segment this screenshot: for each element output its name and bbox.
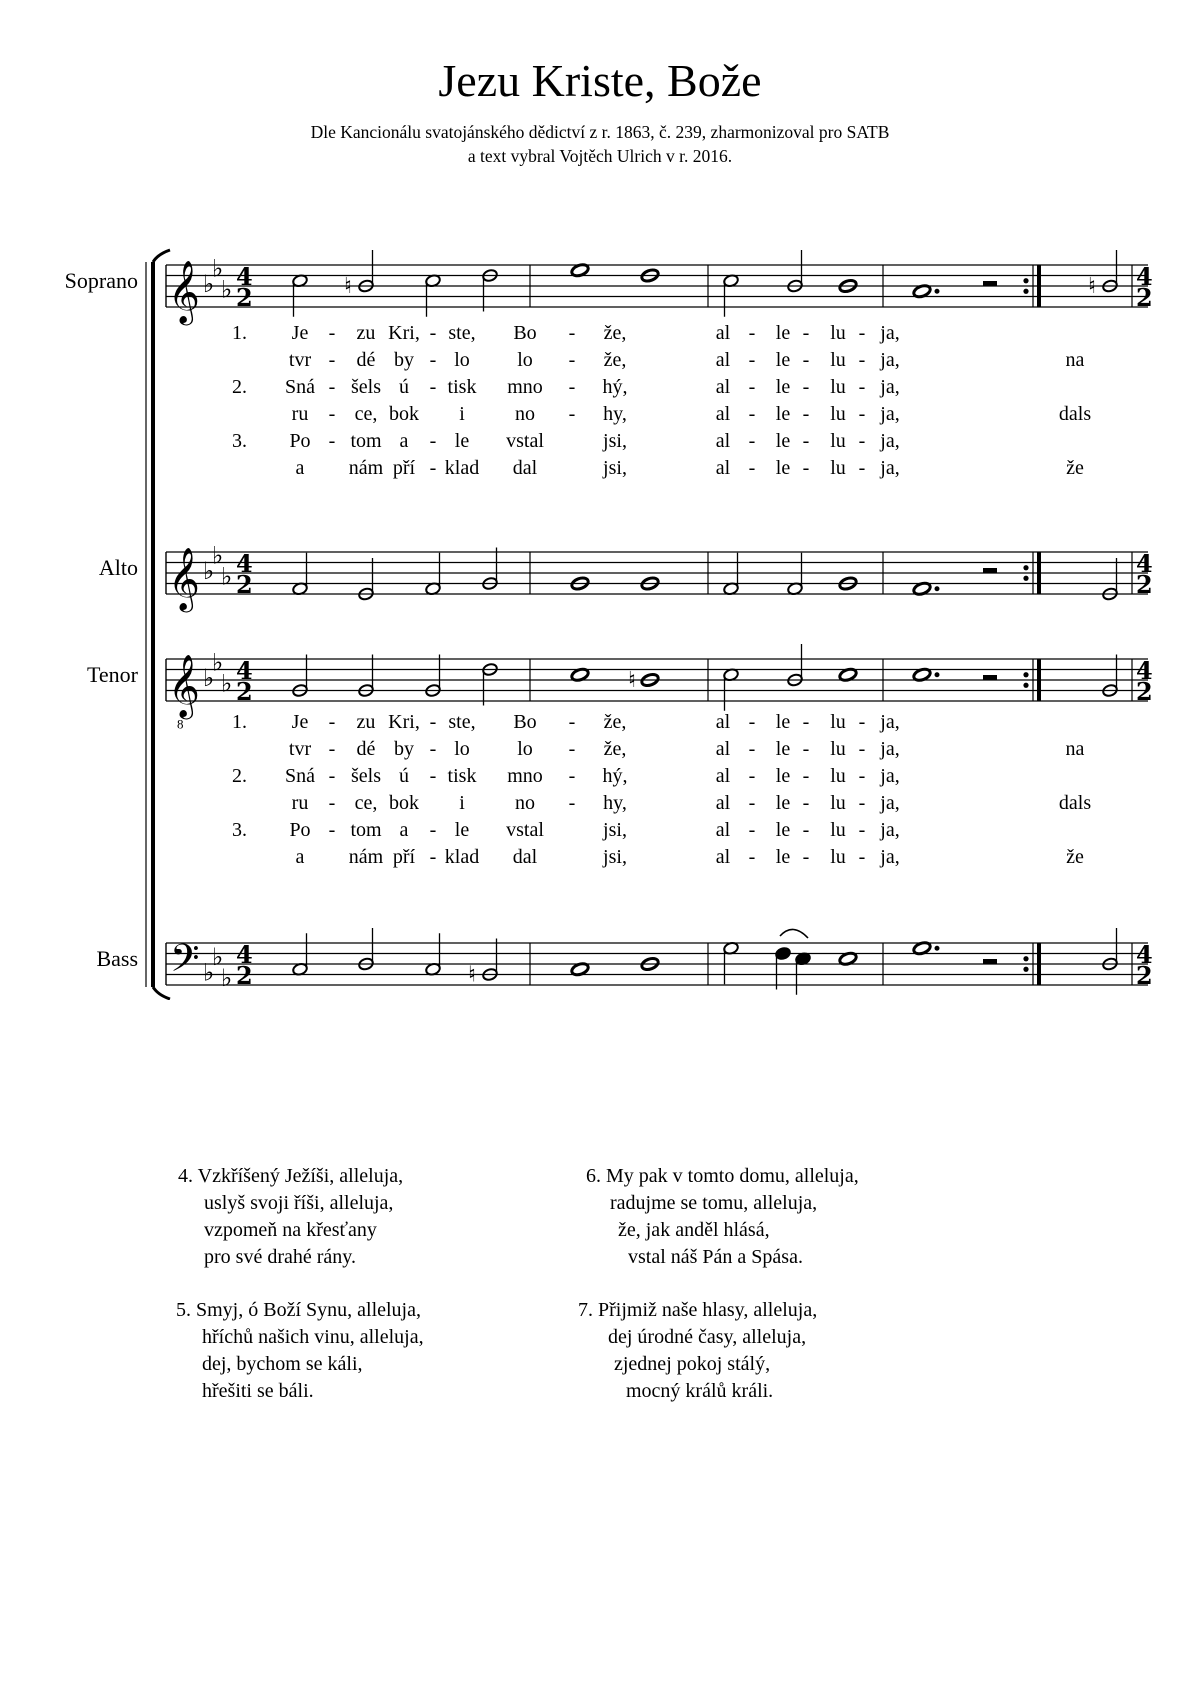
time-sig-upper: 4	[1136, 262, 1153, 291]
stanza-line: hříchů našich vinu, alleluja,	[202, 1326, 424, 1348]
lyric-syllable: jsi,	[603, 430, 627, 452]
lyric-syllable: že	[1066, 846, 1084, 868]
stanza-7	[578, 1297, 817, 1405]
bass-clef-icon: 𝄢	[170, 935, 200, 990]
repeat-dot	[1023, 672, 1028, 677]
lyric-syllable: jsi,	[603, 457, 627, 479]
time-sig-lower: 2	[236, 283, 253, 312]
lyric-syllable: ru	[291, 792, 309, 814]
lyrics-layer	[232, 322, 1091, 868]
lyric-syllable: na	[1065, 738, 1085, 760]
lyric-syllable: ja,	[880, 711, 900, 733]
lyric-syllable: vstal	[506, 430, 544, 452]
flat-icon: ♭	[221, 963, 233, 992]
time-sig-lower: 2	[236, 961, 253, 990]
hyphen: -	[802, 819, 810, 841]
lyric-syllable: dé	[356, 349, 376, 371]
flat-icon: ♭	[212, 541, 224, 570]
hyphen: -	[568, 711, 576, 733]
hyphen: -	[568, 322, 576, 344]
lyric-syllable: ja,	[880, 403, 900, 425]
lyric-syllable: al	[715, 403, 731, 425]
lyric-syllable: pří	[392, 457, 416, 479]
time-sig-upper: 4	[236, 656, 253, 685]
lyric-syllable: lu	[830, 738, 846, 760]
hyphen: -	[802, 376, 810, 398]
hyphen: -	[858, 819, 866, 841]
stanza-line: hřešiti se báli.	[202, 1380, 314, 1402]
hyphen: -	[429, 738, 437, 760]
lyric-syllable: ja,	[880, 349, 900, 371]
stanza-line: 4. Vzkříšený Ježíši, alleluja,	[178, 1165, 404, 1187]
lyric-syllable: le	[775, 349, 791, 371]
lyric-syllable: šels	[351, 376, 381, 398]
lyric-syllable: le	[775, 765, 791, 787]
lyric-syllable: lo	[517, 738, 533, 760]
hyphen: -	[328, 738, 336, 760]
lyric-syllable: by	[394, 738, 414, 760]
hyphen: -	[429, 376, 437, 398]
lyric-syllable: le	[775, 430, 791, 452]
hyphen: -	[858, 738, 866, 760]
bracket-hook	[153, 987, 170, 999]
hyphen: -	[802, 349, 810, 371]
lyric-syllable: šels	[351, 765, 381, 787]
lyric-syllable: le	[775, 792, 791, 814]
time-sig-lower: 2	[1136, 283, 1153, 312]
verse-number: 3.	[232, 430, 247, 452]
lyric-syllable: hý,	[602, 765, 628, 787]
lyric-syllable: Je	[291, 711, 309, 733]
stanza-line: 5. Smyj, ó Boží Synu, alleluja,	[176, 1299, 421, 1321]
stanza-line: že, jak anděl hlásá,	[618, 1219, 770, 1241]
lyric-syllable: lo	[454, 349, 470, 371]
lyric-syllable: jsi,	[603, 846, 627, 868]
stanza-line: 6. My pak v tomto domu, alleluja,	[586, 1165, 859, 1187]
lyric-syllable: al	[715, 765, 731, 787]
subtitle-line-2: a text vybral Vojtěch Ulrich v r. 2016.	[467, 146, 733, 166]
lyric-syllable: le	[775, 819, 791, 841]
lyric-syllable: že,	[603, 738, 627, 760]
flat-icon: ♭	[221, 275, 233, 304]
hyphen: -	[802, 457, 810, 479]
lyric-syllable: mno	[507, 765, 543, 787]
hyphen: -	[429, 711, 437, 733]
time-sig-upper: 4	[1136, 940, 1153, 969]
dot	[935, 586, 940, 591]
hyphen: -	[568, 792, 576, 814]
stanza-line: vstal náš Pán a Spása.	[628, 1246, 803, 1268]
verse-number: 1.	[232, 711, 247, 733]
lyric-syllable: ja,	[880, 457, 900, 479]
lyric-syllable: le	[775, 403, 791, 425]
page-title: Jezu Kriste, Bože	[438, 55, 762, 106]
lyric-syllable: nám	[348, 846, 384, 868]
stanza-4	[178, 1163, 403, 1271]
stanza-line: uslyš svoji říši, alleluja,	[204, 1192, 394, 1214]
lyric-syllable: tom	[350, 430, 382, 452]
hyphen: -	[429, 765, 437, 787]
half-rest	[983, 675, 997, 680]
lyric-syllable: hý,	[602, 376, 628, 398]
lyric-syllable: ja,	[880, 738, 900, 760]
hyphen: -	[858, 349, 866, 371]
lyric-syllable: ja,	[880, 846, 900, 868]
lyric-syllable: al	[715, 846, 731, 868]
verse-number: 3.	[232, 819, 247, 841]
lyric-syllable: tisk	[447, 765, 477, 787]
lyric-syllable: ja,	[880, 765, 900, 787]
lyric-syllable: by	[394, 349, 414, 371]
lyric-syllable: a	[399, 430, 409, 452]
lyric-syllable: zu	[356, 711, 376, 733]
lyric-syllable: lu	[830, 430, 846, 452]
lyric-syllable: al	[715, 711, 731, 733]
lyric-syllable: lu	[830, 846, 846, 868]
stanza-line: zjednej pokoj stálý,	[614, 1353, 771, 1375]
hyphen: -	[858, 792, 866, 814]
lyric-syllable: no	[515, 792, 535, 814]
lyric-syllable: nám	[348, 457, 384, 479]
lyric-syllable: že,	[603, 349, 627, 371]
verse-number: 1.	[232, 322, 247, 344]
lyric-syllable: Po	[289, 819, 311, 841]
lyric-syllable: dé	[356, 738, 376, 760]
lyric-syllable: al	[715, 819, 731, 841]
hyphen: -	[748, 376, 756, 398]
lyric-syllable: ce,	[354, 403, 378, 425]
hyphen: -	[802, 430, 810, 452]
hyphen: -	[802, 403, 810, 425]
repeat-dot	[1023, 565, 1028, 570]
lyric-syllable: Sná	[285, 376, 315, 398]
hyphen: -	[858, 711, 866, 733]
verse-number: 2.	[232, 376, 247, 398]
lyric-syllable: ru	[291, 403, 309, 425]
natural-icon: ♮	[1088, 274, 1096, 299]
lyric-syllable: jsi,	[603, 819, 627, 841]
lyric-syllable: lu	[830, 819, 846, 841]
stanza-line: vzpomeň na křesťany	[204, 1219, 377, 1241]
lyric-syllable: Kri,	[388, 322, 420, 344]
hyphen: -	[802, 765, 810, 787]
lyric-syllable: dals	[1058, 403, 1092, 425]
natural-icon: ♮	[468, 962, 476, 988]
dot	[935, 672, 940, 677]
hyphen: -	[802, 738, 810, 760]
stanza-line: 7. Přijmiž naše hlasy, alleluja,	[578, 1299, 818, 1321]
repeat-dot	[1023, 289, 1028, 294]
flat-icon: ♭	[212, 942, 224, 971]
lyric-syllable: lu	[830, 765, 846, 787]
hyphen: -	[429, 322, 437, 344]
lyric-syllable: le	[454, 819, 470, 841]
stanza-line: radujme se tomu, alleluja,	[610, 1192, 818, 1214]
hyphen: -	[858, 403, 866, 425]
lyric-syllable: ja,	[880, 792, 900, 814]
time-sig-upper: 4	[236, 549, 253, 578]
natural-icon: ♮	[344, 274, 352, 299]
lyric-syllable: ja,	[880, 322, 900, 344]
hyphen: -	[429, 819, 437, 841]
lyric-syllable: že	[1066, 457, 1084, 479]
hyphen: -	[328, 376, 336, 398]
lyric-syllable: le	[775, 846, 791, 868]
lyric-syllable: ú	[399, 376, 409, 398]
repeat-dot	[1023, 956, 1028, 961]
stanza-line: dej, bychom se káli,	[202, 1353, 363, 1375]
lyric-syllable: lu	[830, 711, 846, 733]
lyric-syllable: Po	[289, 430, 311, 452]
lyric-syllable: tisk	[447, 376, 477, 398]
lyric-syllable: dal	[512, 846, 538, 868]
hyphen: -	[568, 738, 576, 760]
lyric-syllable: lu	[830, 457, 846, 479]
hyphen: -	[568, 376, 576, 398]
lyric-syllable: a	[399, 819, 409, 841]
half-rest	[983, 959, 997, 964]
lyric-syllable: ce,	[354, 792, 378, 814]
hyphen: -	[748, 846, 756, 868]
treble-clef-icon: 𝄞	[168, 547, 200, 611]
lyric-syllable: lu	[830, 376, 846, 398]
hyphen: -	[858, 846, 866, 868]
flat-icon: ♭	[203, 557, 215, 585]
dot	[935, 289, 940, 294]
part-label-alto: Alto	[98, 555, 138, 580]
hyphen: -	[568, 765, 576, 787]
lyric-syllable: pří	[392, 846, 416, 868]
hyphen: -	[858, 765, 866, 787]
hyphen: -	[748, 711, 756, 733]
hyphen: -	[748, 430, 756, 452]
lyric-syllable: al	[715, 457, 731, 479]
octave-mark: 8	[177, 716, 184, 732]
lyric-syllable: Kri,	[388, 711, 420, 733]
treble-clef-icon: 𝄞	[168, 260, 200, 324]
stanza-line: dej úrodné časy, alleluja,	[608, 1326, 807, 1348]
lyric-syllable: no	[515, 403, 535, 425]
repeat-dot	[1023, 278, 1028, 283]
hyphen: -	[748, 457, 756, 479]
hyphen: -	[858, 457, 866, 479]
hyphen: -	[328, 430, 336, 452]
time-sig-upper: 4	[236, 262, 253, 291]
lyric-syllable: že,	[603, 711, 627, 733]
lyric-syllable: mno	[507, 376, 543, 398]
hyphen: -	[748, 349, 756, 371]
time-sig-lower: 2	[1136, 570, 1153, 599]
lyric-syllable: vstal	[506, 819, 544, 841]
hyphen: -	[328, 792, 336, 814]
part-label-bass: Bass	[96, 946, 138, 971]
part-label-soprano: Soprano	[64, 268, 138, 293]
lyric-syllable: lu	[830, 792, 846, 814]
lyric-syllable: ja,	[880, 430, 900, 452]
time-sig-lower: 2	[236, 570, 253, 599]
hyphen: -	[802, 792, 810, 814]
flat-icon: ♭	[203, 958, 215, 987]
lyric-syllable: Bo	[513, 711, 537, 733]
lyric-syllable: al	[715, 349, 731, 371]
lyric-syllable: le	[775, 738, 791, 760]
hyphen: -	[802, 711, 810, 733]
hyphen: -	[802, 846, 810, 868]
repeat-dot	[1023, 683, 1028, 688]
lyric-syllable: lu	[830, 349, 846, 371]
time-sig-lower: 2	[236, 677, 253, 706]
lyric-syllable: ste,	[448, 711, 476, 733]
lyric-syllable: ja,	[880, 376, 900, 398]
lyric-syllable: le	[775, 457, 791, 479]
hyphen: -	[328, 322, 336, 344]
lyric-syllable: lu	[830, 322, 846, 344]
time-sig-lower: 2	[1136, 677, 1153, 706]
lyric-syllable: tvr	[288, 738, 312, 760]
lyric-syllable: al	[715, 738, 731, 760]
lyric-syllable: Sná	[285, 765, 315, 787]
lyric-syllable: na	[1065, 349, 1085, 371]
hyphen: -	[568, 349, 576, 371]
lyric-syllable: tvr	[288, 349, 312, 371]
hyphen: -	[328, 711, 336, 733]
slur	[780, 929, 808, 938]
lyric-syllable: ste,	[448, 322, 476, 344]
time-sig-upper: 4	[1136, 549, 1153, 578]
hyphen: -	[748, 738, 756, 760]
dot	[935, 946, 940, 951]
lyric-syllable: al	[715, 792, 731, 814]
lyric-syllable: a	[295, 846, 305, 868]
stanza-6	[586, 1163, 859, 1271]
time-sig-upper: 4	[1136, 656, 1153, 685]
lyric-syllable: Bo	[513, 322, 537, 344]
lyric-syllable: al	[715, 376, 731, 398]
flat-icon: ♭	[203, 270, 215, 298]
hyphen: -	[748, 792, 756, 814]
lyric-syllable: le	[454, 430, 470, 452]
subtitle-line-1: Dle Kancionálu svatojánského dědictví z r. 1863, č. 239, zharmonizoval pro SATB	[310, 122, 890, 142]
lyric-syllable: hy,	[603, 792, 627, 814]
lyric-syllable: lu	[830, 403, 846, 425]
lyric-syllable: i	[459, 403, 465, 425]
stanza-5	[176, 1297, 424, 1405]
hyphen: -	[429, 430, 437, 452]
hyphen: -	[858, 430, 866, 452]
lyric-syllable: hy,	[603, 403, 627, 425]
lyric-syllable: le	[775, 322, 791, 344]
hyphen: -	[748, 403, 756, 425]
lyric-syllable: zu	[356, 322, 376, 344]
lyric-syllable: le	[775, 376, 791, 398]
lyric-syllable: i	[459, 792, 465, 814]
hyphen: -	[328, 349, 336, 371]
lyric-syllable: dal	[512, 457, 538, 479]
lyric-syllable: bok	[389, 403, 419, 425]
hyphen: -	[748, 765, 756, 787]
verse-number: 2.	[232, 765, 247, 787]
lyric-syllable: bok	[389, 792, 419, 814]
lyric-syllable: ú	[399, 765, 409, 787]
natural-icon: ♮	[628, 668, 636, 693]
time-sig-lower: 2	[1136, 961, 1153, 990]
hyphen: -	[748, 819, 756, 841]
lyric-syllable: al	[715, 322, 731, 344]
part-label-tenor: Tenor	[87, 662, 138, 687]
lyric-syllable: klad	[444, 846, 480, 868]
hyphen: -	[568, 403, 576, 425]
lyric-syllable: tom	[350, 819, 382, 841]
hyphen: -	[858, 376, 866, 398]
lyric-syllable: klad	[444, 457, 480, 479]
half-rest	[983, 281, 997, 286]
hyphen: -	[328, 403, 336, 425]
hyphen: -	[328, 765, 336, 787]
flat-icon: ♭	[212, 648, 224, 677]
hyphen: -	[328, 819, 336, 841]
repeat-dot	[1023, 967, 1028, 972]
hyphen: -	[858, 322, 866, 344]
lyric-syllable: lo	[454, 738, 470, 760]
lyric-syllable: al	[715, 430, 731, 452]
lyric-syllable: dals	[1058, 792, 1092, 814]
stanza-line: mocný králů králi.	[626, 1380, 774, 1402]
treble-clef-icon: 𝄞	[168, 654, 200, 718]
hyphen: -	[802, 322, 810, 344]
repeat-dot	[1023, 576, 1028, 581]
lyric-syllable: ja,	[880, 819, 900, 841]
hyphen: -	[429, 349, 437, 371]
lyric-syllable: a	[295, 457, 305, 479]
lyric-syllable: lo	[517, 349, 533, 371]
hyphen: -	[429, 457, 437, 479]
flat-icon: ♭	[212, 254, 224, 283]
lyric-syllable: le	[775, 711, 791, 733]
hyphen: -	[429, 846, 437, 868]
stanza-line: pro své drahé rány.	[204, 1246, 356, 1268]
half-rest	[983, 568, 997, 573]
lyric-syllable: Je	[291, 322, 309, 344]
flat-icon: ♭	[203, 664, 215, 692]
flat-icon: ♭	[221, 669, 233, 698]
hyphen: -	[748, 322, 756, 344]
time-sig-upper: 4	[236, 940, 253, 969]
flat-icon: ♭	[221, 562, 233, 591]
lyric-syllable: že,	[603, 322, 627, 344]
notehead	[775, 946, 792, 960]
